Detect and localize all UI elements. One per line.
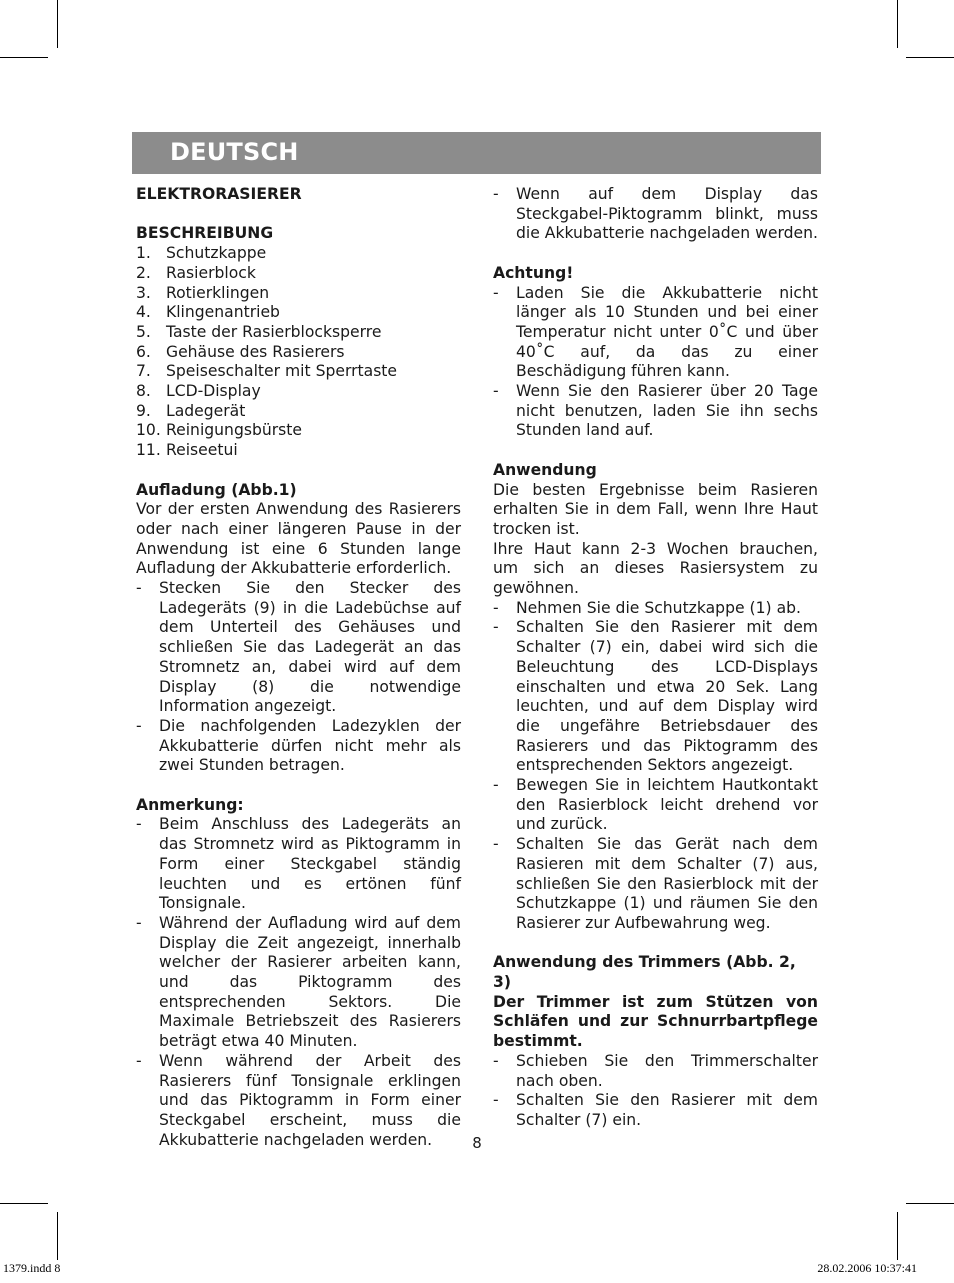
list-item: 6. Gehäuse des Rasierers (136, 342, 345, 361)
list-item: - Schalten Sie den Rasierer mit dem Schalter (7) ein. (493, 1091, 818, 1129)
language-title: DEUTSCH (170, 138, 299, 166)
footer-file: 1379.indd 8 (3, 1261, 61, 1275)
crop-mark (57, 0, 58, 48)
note-heading: Anmerkung: (136, 795, 244, 814)
list-item: - Schieben Sie den Trimmerschalter nach oben. (493, 1051, 818, 1090)
footer-timestamp: 28.02.2006 10:37:41 (817, 1261, 917, 1275)
parts-list (136, 244, 461, 461)
list-item: 2. Rasierblock (136, 263, 256, 282)
page-number: 8 (472, 1134, 482, 1152)
crop-mark (897, 0, 898, 48)
list-item: 3. Rotierklingen (136, 283, 270, 302)
usage-paragraph: Ihre Haut kann 2-3 Wochen brauchen, um sich an dieses Rasiersystem zu gewöhnen. (493, 539, 818, 598)
trimmer-heading: Anwendung des Trimmers (Abb. 2, 3) (493, 953, 796, 992)
list-item: - Wenn Sie den Rasierer über 20 Tage nicht benutzen, laden Sie ihn sechs Stunden land auf. (493, 382, 818, 440)
list-item: - Wenn während der Arbeit des Rasierers fünf Tonsignale erklingen und das Piktogramm in Form einer Steckgabel erscheint, muss die Akkubatterie nachgeladen werden. (136, 1051, 461, 1149)
crop-mark (906, 57, 954, 58)
list-item: - Wenn auf dem Display das Steckgabel-Piktogramm blinkt, muss die Akkubatterie nachgeladen werden. (493, 185, 818, 243)
crop-mark (897, 1212, 898, 1260)
list-item: 5. Taste der Rasierblocksperre (136, 322, 382, 341)
crop-mark (0, 1203, 48, 1204)
warning-heading: Achtung! (493, 263, 574, 282)
list-item: - Beim Anschluss des Ladegeräts an das Stromnetz wird as Piktogramm in Form einer Steckgabel ständig leuchten und es ertönen fünf Tonsignale. (136, 815, 461, 913)
list-item: 8. LCD-Display (136, 382, 261, 401)
list-item: - Schalten Sie den Rasierer mit dem Schalter (7) ein, dabei wird sich die Beleuchtung des LCD-Displays einschalten und etwa 20 Sek. Lang leuchten, und auf dem Display wird die ungefähre Betriebsdauer des Rasierers und das Piktogramm des entsprechenden Sektors angezeigt. (493, 618, 818, 775)
list-item: 7. Speiseschalter mit Sperrtaste (136, 362, 398, 381)
list-item: - Bewegen Sie in leichtem Hautkontakt den Rasierblock leicht drehend vor und zurück. (493, 776, 818, 834)
charging-heading: Aufladung (Abb.1) (136, 480, 297, 499)
left-column (136, 185, 461, 1150)
list-item: - Die nachfolgenden Ladezyklen der Akkubatterie dürfen nicht mehr als zwei Stunden betragen. (136, 716, 461, 775)
list-item: - Laden Sie die Akkubatterie nicht länger als 10 Stunden und bei einer Temperatur nicht unter 0˚C und über 40˚C auf, da das zu einer Beschädigung führen kann. (493, 283, 818, 381)
list-item: - Schalten Sie das Gerät nach dem Rasieren mit dem Schalter (7) aus, schließen Sie den Rasierblock mit der Schutzkappe (1) und räumen Sie den Rasierer zur Aufbewahrung weg. (493, 835, 818, 932)
list-item: - Während der Aufladung wird auf dem Display die Zeit angezeigt, innerhalb welcher der Rasierer arbeiten kann, und das Piktogramm des entsprechenden Sektors. Die Maximale Betriebszeit des Rasierers beträgt etwa 40 Minuten. (136, 913, 461, 1051)
product-title: ELEKTRORASIERER (136, 185, 302, 203)
list-item: 1. Schutzkappe (136, 244, 267, 263)
crop-mark (906, 1203, 954, 1204)
list-item: 10. Reinigungsbürste (136, 421, 302, 440)
list-item: - Stecken Sie den Stecker des Ladegeräts (9) in die Ladebüchse auf dem Unterteil des Gehäuses und schließen Sie das Ladegerät an das Stromnetz an, dabei wird auf dem Display (8) die notwendige Information angezeigt. (136, 579, 461, 716)
charging-intro: Vor der ersten Anwendung des Rasierers oder nach einer längeren Pause in der Anwendung ist eine 6 Stunden lange Aufladung der Akkubatterie erforderlich. (136, 500, 461, 578)
list-item: 9. Ladegerät (136, 401, 246, 420)
usage-heading: Anwendung (493, 460, 597, 479)
crop-mark (0, 57, 48, 58)
list-item: - Nehmen Sie die Schutzkappe (1) ab. (493, 598, 801, 617)
crop-mark (57, 1212, 58, 1260)
right-column (493, 185, 818, 1131)
language-banner (132, 132, 821, 174)
trimmer-intro: Der Trimmer ist zum Stützen von Schläfen und zur Schnurrbartpflege bestimmt. (493, 992, 818, 1051)
list-item: 4. Klingenantrieb (136, 303, 280, 322)
list-item: 11. Reiseetui (136, 441, 238, 460)
usage-paragraph: Die besten Ergebnisse beim Rasieren erhalten Sie in dem Fall, wenn Ihre Haut trocken ist. (493, 480, 818, 538)
description-heading: BESCHREIBUNG (136, 224, 274, 243)
